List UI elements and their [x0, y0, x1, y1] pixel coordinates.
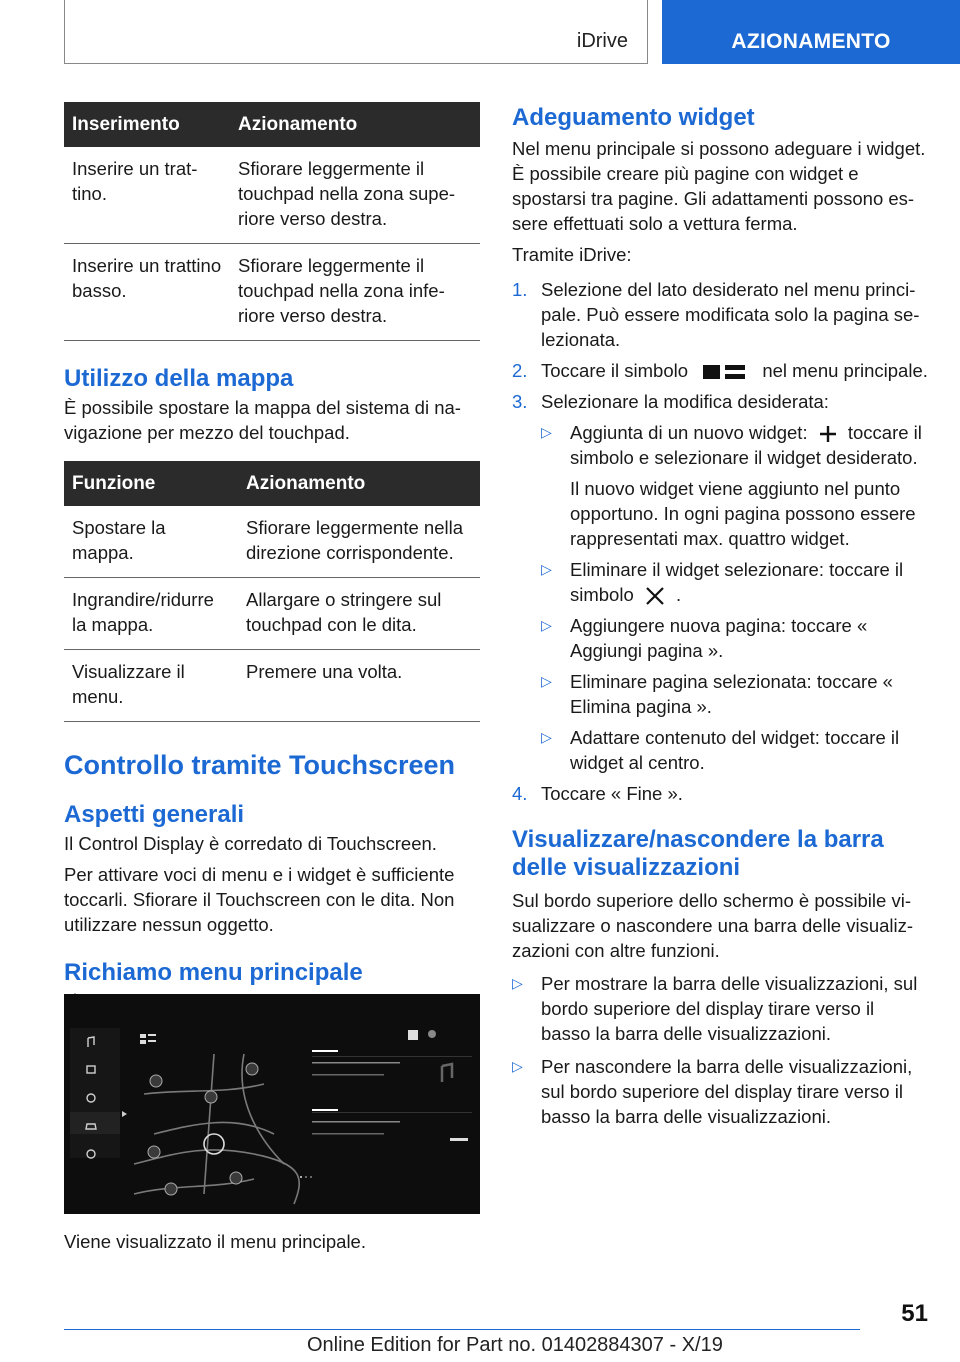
footer-edition-text: Online Edition for Part no. 01402884307 - X/19	[307, 1334, 723, 1356]
sub-item-text	[570, 557, 928, 607]
triangle-bullet-icon: ▷	[541, 561, 552, 577]
sub-item-text: Eliminare pagina selezionata: toccare « Elimina pagina ».	[570, 671, 893, 717]
function-table	[64, 461, 480, 722]
table-cell: Spostare la mappa.	[64, 506, 238, 578]
sub-item-note: Il nuovo widget viene aggiunto nel punto opportuno. In ogni pagina possono essere rappresentati max. quattro widget.	[570, 478, 916, 549]
image-caption: Viene visualizzato il menu principale.	[64, 1231, 366, 1252]
step-number: 2.	[512, 360, 528, 381]
triangle-bullet-icon: ▷	[512, 975, 523, 991]
list-item	[541, 557, 928, 607]
table-cell: Inserire un trattino basso.	[64, 244, 230, 341]
map-section-text: È possibile spostare la mappa del sistema di navigazione per mezzo del touchpad.	[64, 397, 461, 443]
triangle-bullet-icon: ▷	[512, 1058, 523, 1074]
table-row	[64, 578, 480, 650]
table-header: Funzione	[64, 461, 238, 506]
list-item	[541, 420, 928, 470]
input-table	[64, 102, 480, 341]
step-number: 3.	[512, 391, 528, 412]
widget-paragraph-2: Tramite iDrive:	[512, 244, 632, 265]
list-item	[512, 971, 928, 1046]
footer-edition	[307, 1334, 723, 1357]
table-header: Azionamento	[230, 102, 480, 147]
step-number: 4.	[512, 783, 528, 804]
plus-icon	[813, 425, 843, 443]
main-menu-title: Richiamo menu principale	[64, 959, 363, 986]
table-cell: Allargare o stringere sul touchpad con le dita.	[238, 578, 480, 650]
list-item	[541, 725, 928, 775]
list-item	[512, 389, 928, 414]
table-header: Azionamento	[238, 461, 480, 506]
list-item	[512, 358, 928, 383]
list-item	[512, 277, 928, 352]
general-aspects-title: Aspetti generali	[64, 801, 245, 828]
step-text-post: nel menu principale.	[762, 360, 928, 381]
control-display-image	[64, 994, 480, 1214]
header-tab: AZIONAMENTO	[662, 0, 960, 64]
triangle-bullet-icon: ▷	[541, 424, 552, 440]
display-bar-title: Visualizzare/nascondere la barra delle visualizzazioni	[512, 826, 884, 881]
widget-menu-icon	[697, 362, 753, 382]
table-cell: Ingrandire/ridurre la mappa.	[64, 578, 238, 650]
step-number: 1.	[512, 279, 528, 300]
widget-paragraph-1: Nel menu principale si possono adeguare i widget. È possibile creare più pagine con widget e spostarsi tra pagine. Gli adattamenti possono essere effettuati solo a vettura ferma.	[512, 138, 926, 234]
right-column	[512, 104, 928, 1129]
header-frame	[64, 0, 648, 64]
sub-item-pre: Eliminare il widget selezionare: toccare il simbolo	[570, 559, 904, 605]
triangle-bullet-icon: ▷	[541, 617, 552, 633]
step-text-pre: Toccare il simbolo	[541, 360, 689, 381]
list-item	[512, 1054, 928, 1129]
table-row	[64, 650, 480, 722]
footer-divider	[64, 1329, 860, 1330]
control-display-drawing	[64, 994, 480, 1214]
header-section: iDrive	[576, 30, 628, 52]
table-row	[64, 147, 480, 244]
table-cell: Visualizzare il menu.	[64, 650, 238, 722]
sub-item-text	[570, 420, 928, 470]
table-cell: Sfiorare leggermente il touchpad nella zona inferiore verso destra.	[230, 244, 480, 341]
bullet-text: Per nascondere la barra delle visualizzazioni, sul bordo superiore del display tirare verso il basso la barra delle visualizzazioni.	[541, 1056, 913, 1127]
page-number: 51	[901, 1300, 928, 1327]
table-row	[64, 506, 480, 578]
sub-item-text: Adattare contenuto del widget: toccare il widget al centro.	[570, 727, 900, 773]
table-cell: Inserire un trattino.	[64, 147, 230, 244]
table-header: Inserimento	[64, 102, 230, 147]
step-text	[541, 358, 928, 383]
sub-item-post: .	[676, 584, 682, 605]
sub-item-pre: Aggiunta di un nuovo widget:	[570, 422, 808, 443]
list-item	[512, 781, 928, 806]
touchscreen-title: Controllo tramite Touchscreen	[64, 750, 456, 780]
table-cell: Sfiorare leggermente nella direzione corrispondente.	[238, 506, 480, 578]
widget-title: Adeguamento widget	[512, 104, 755, 131]
touch-paragraph-2: Per attivare voci di menu e i widget è sufficiente toccarli. Sfiorare il Touchscreen con le dita. Non utilizzare nessun oggetto.	[64, 864, 455, 935]
touch-paragraph-1: Il Control Display è corredato di Touchscreen.	[64, 833, 437, 854]
display-bar-paragraph: Sul bordo superiore dello schermo è possibile visualizzare o nascondere una barra delle visualizzazioni con altre funzioni.	[512, 890, 914, 961]
map-section-title: Utilizzo della mappa	[64, 365, 294, 392]
list-item	[541, 613, 928, 663]
step-text: Toccare « Fine ».	[541, 783, 683, 804]
table-cell: Premere una volta.	[238, 650, 480, 722]
step-text: Selezione del lato desiderato nel menu principale. Può essere modificata solo la pagina selezionata.	[541, 279, 920, 350]
sub-item-post: toccare il simbolo e selezionare il widget desiderato.	[570, 422, 922, 468]
table-cell: Sfiorare leggermente il touchpad nella zona superiore verso destra.	[230, 147, 480, 244]
step-text: Selezionare la modifica desiderata:	[541, 391, 829, 412]
close-icon	[639, 587, 671, 605]
bullet-text: Per mostrare la barra delle visualizzazioni, sul bordo superiore del display tirare verso il basso la barra delle visualizzazioni.	[541, 973, 918, 1044]
table-row	[64, 244, 480, 341]
left-column	[64, 102, 480, 1014]
sub-item-text: Aggiungere nuova pagina: toccare « Aggiungi pagina ».	[570, 615, 868, 661]
list-item	[541, 669, 928, 719]
triangle-bullet-icon: ▷	[541, 673, 552, 689]
triangle-bullet-icon: ▷	[541, 729, 552, 745]
